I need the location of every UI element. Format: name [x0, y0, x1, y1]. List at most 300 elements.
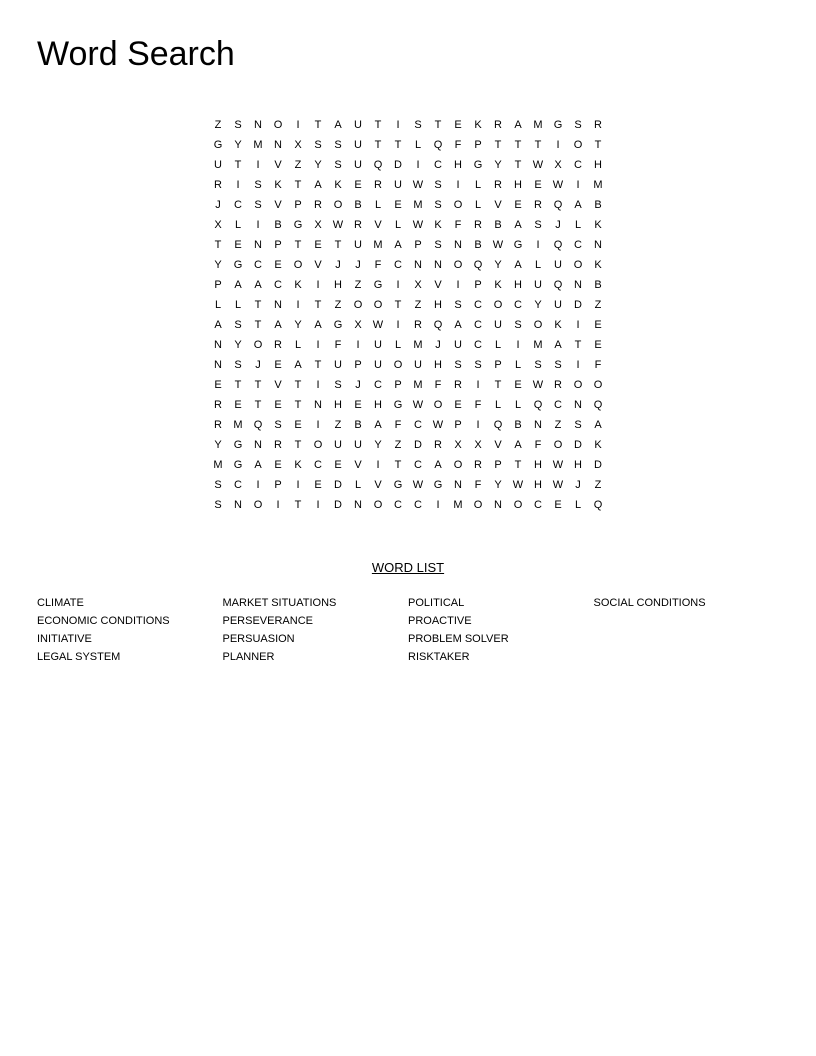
grid-letter: P [294, 199, 302, 211]
grid-letter: A [254, 279, 262, 291]
grid-letter: O [253, 499, 263, 511]
grid-letter: J [255, 359, 261, 371]
grid-letter: Y [234, 139, 242, 151]
grid-letter: A [554, 339, 562, 351]
grid-letter: O [533, 319, 543, 331]
grid-letter: P [474, 139, 482, 151]
grid-letter: R [414, 319, 422, 331]
grid-letter: L [414, 139, 422, 151]
grid-letter: L [214, 299, 222, 311]
word-list-item: PLANNER [222, 651, 275, 663]
grid-letter: L [574, 499, 582, 511]
grid-letter: S [334, 379, 342, 391]
grid-letter: L [534, 259, 542, 271]
grid-letter: S [334, 139, 342, 151]
grid-letter: O [493, 299, 503, 311]
grid-letter: T [294, 499, 302, 511]
grid-letter: F [474, 399, 482, 411]
grid-letter: D [394, 159, 402, 171]
grid-letter: C [474, 339, 482, 351]
grid-letter: L [234, 219, 242, 231]
grid-letter: B [354, 419, 362, 431]
grid-letter: S [214, 499, 222, 511]
grid-letter: H [534, 479, 542, 491]
grid-letter: F [434, 379, 442, 391]
grid-letter: H [334, 399, 342, 411]
grid-letter: T [314, 119, 322, 131]
grid-letter: R [474, 459, 482, 471]
grid-letter: I [396, 119, 400, 131]
grid-letter: O [253, 339, 263, 351]
grid-letter: R [274, 339, 282, 351]
grid-letter: Q [593, 399, 603, 411]
grid-letter: E [274, 459, 282, 471]
grid-letter: F [334, 339, 342, 351]
grid-letter: O [273, 119, 283, 131]
grid-letter: G [233, 259, 243, 271]
grid-letter: W [412, 179, 424, 191]
grid-letter: R [274, 439, 282, 451]
grid-letter: O [293, 259, 303, 271]
grid-letter: Q [553, 239, 563, 251]
grid-letter: N [534, 419, 542, 431]
grid-letter: K [494, 279, 502, 291]
grid-letter: L [494, 399, 502, 411]
word-list-item: CLIMATE [37, 597, 84, 609]
grid-letter: K [594, 259, 602, 271]
grid-letter: W [532, 159, 544, 171]
grid-letter: C [434, 159, 442, 171]
word-list-item [594, 648, 780, 666]
grid-letter: E [334, 459, 342, 471]
grid-letter: Z [394, 439, 402, 451]
grid-letter: W [432, 419, 444, 431]
grid-letter: Z [294, 159, 302, 171]
grid-letter: U [354, 119, 362, 131]
grid-letter: M [533, 119, 543, 131]
grid-letter: J [215, 199, 221, 211]
grid-letter: O [473, 499, 483, 511]
grid-letter: Q [553, 279, 563, 291]
grid-letter: O [573, 379, 583, 391]
grid-letter: C [554, 399, 562, 411]
grid-letter: U [374, 359, 382, 371]
grid-letter: U [374, 339, 382, 351]
grid-letter: V [494, 199, 502, 211]
grid-letter: D [334, 479, 342, 491]
grid-letter: I [436, 499, 440, 511]
grid-letter: E [274, 359, 282, 371]
grid-letter: P [494, 459, 502, 471]
grid-letter: U [354, 139, 362, 151]
grid-letter: U [394, 179, 402, 191]
grid-letter: S [314, 139, 322, 151]
grid-letter: E [314, 239, 322, 251]
grid-letter: K [594, 219, 602, 231]
grid-letter: L [394, 339, 402, 351]
grid-letter: K [294, 459, 302, 471]
grid-letter: C [574, 239, 582, 251]
grid-letter: E [274, 259, 282, 271]
grid-letter: V [374, 219, 382, 231]
grid-letter: E [534, 179, 542, 191]
grid-letter: W [412, 219, 424, 231]
grid-letter: H [534, 459, 542, 471]
word-list-item: MARKET SITUATIONS [222, 597, 337, 609]
grid-letter: M [413, 339, 423, 351]
grid-letter: N [214, 339, 222, 351]
word-list [37, 594, 780, 666]
grid-letter: O [573, 259, 583, 271]
grid-letter: E [594, 339, 602, 351]
grid-letter: N [314, 399, 322, 411]
grid-letter: N [354, 499, 362, 511]
grid-letter: I [396, 279, 400, 291]
grid-letter: O [373, 499, 383, 511]
grid-letter: R [594, 119, 602, 131]
grid-letter: T [374, 119, 382, 131]
word-list-item: ECONOMIC CONDITIONS [37, 615, 170, 627]
grid-letter: Z [214, 119, 222, 131]
grid-letter: S [454, 299, 462, 311]
grid-letter: Y [214, 259, 222, 271]
grid-letter: D [334, 499, 342, 511]
grid-letter: X [414, 279, 422, 291]
grid-letter: I [576, 179, 580, 191]
grid-letter: I [296, 479, 300, 491]
grid-letter: U [554, 299, 562, 311]
grid-letter: K [274, 179, 282, 191]
grid-letter: U [554, 259, 562, 271]
grid-letter: T [374, 139, 382, 151]
grid-letter: O [313, 439, 323, 451]
grid-letter: S [474, 359, 482, 371]
grid-letter: T [514, 459, 522, 471]
grid-letter: D [574, 439, 582, 451]
grid-letter: I [356, 339, 360, 351]
grid-letter: C [254, 259, 262, 271]
grid-row [208, 495, 608, 515]
grid-letter: A [514, 219, 522, 231]
grid-letter: H [454, 159, 462, 171]
grid-letter: U [494, 319, 502, 331]
grid-letter: S [534, 359, 542, 371]
grid-letter: S [434, 199, 442, 211]
grid-letter: X [214, 219, 222, 231]
grid-letter: T [294, 399, 302, 411]
grid-letter: U [454, 339, 462, 351]
grid-letter: I [576, 319, 580, 331]
grid-letter: S [514, 319, 522, 331]
grid-letter: H [574, 459, 582, 471]
grid-letter: Y [494, 259, 502, 271]
grid-letter: Z [354, 279, 362, 291]
grid-letter: T [254, 399, 262, 411]
grid-letter: P [394, 379, 402, 391]
grid-letter: I [536, 239, 540, 251]
grid-letter: S [434, 239, 442, 251]
grid-letter: A [514, 119, 522, 131]
grid-letter: N [574, 399, 582, 411]
grid-row [208, 335, 608, 355]
grid-letter: N [254, 439, 262, 451]
grid-letter: L [374, 199, 382, 211]
grid-letter: V [354, 459, 362, 471]
grid-letter: B [474, 239, 482, 251]
grid-letter: P [474, 279, 482, 291]
word-list-item: LEGAL SYSTEM [37, 651, 121, 663]
grid-letter: P [214, 279, 222, 291]
grid-letter: C [274, 279, 282, 291]
grid-letter: K [594, 439, 602, 451]
grid-letter: F [454, 139, 462, 151]
grid-letter: Y [214, 439, 222, 451]
grid-letter: I [376, 459, 380, 471]
grid-letter: M [233, 419, 243, 431]
grid-letter: O [593, 379, 603, 391]
grid-letter: S [534, 219, 542, 231]
grid-letter: U [414, 359, 422, 371]
grid-letter: T [534, 139, 542, 151]
grid-letter: S [214, 479, 222, 491]
grid-letter: A [334, 119, 342, 131]
grid-letter: W [332, 219, 344, 231]
grid-letter: K [474, 119, 482, 131]
grid-letter: Z [594, 479, 602, 491]
grid-letter: I [316, 499, 320, 511]
grid-letter: R [374, 179, 382, 191]
grid-letter: W [492, 239, 504, 251]
grid-letter: I [476, 419, 480, 431]
grid-letter: A [274, 319, 282, 331]
grid-letter: A [574, 199, 582, 211]
grid-letter: A [434, 459, 442, 471]
grid-letter: L [294, 339, 302, 351]
grid-letter: T [394, 299, 402, 311]
grid-letter: G [293, 219, 303, 231]
grid-letter: C [534, 499, 542, 511]
grid-letter: F [534, 439, 542, 451]
grid-letter: I [236, 179, 240, 191]
grid-letter: X [554, 159, 562, 171]
grid-letter: R [554, 379, 562, 391]
grid-letter: Y [294, 319, 302, 331]
grid-letter: X [294, 139, 302, 151]
grid-letter: G [233, 439, 243, 451]
grid-row [208, 215, 608, 235]
grid-letter: M [373, 239, 383, 251]
grid-letter: M [593, 179, 603, 191]
grid-letter: I [256, 159, 260, 171]
grid-letter: H [434, 299, 442, 311]
grid-letter: G [393, 399, 403, 411]
grid-letter: Q [253, 419, 263, 431]
grid-letter: Q [553, 199, 563, 211]
grid-letter: T [394, 459, 402, 471]
grid-letter: A [514, 439, 522, 451]
grid-letter: I [516, 339, 520, 351]
grid-letter: I [316, 279, 320, 291]
grid-letter: R [494, 119, 502, 131]
grid-letter: Q [473, 259, 483, 271]
grid-letter: T [234, 379, 242, 391]
grid-letter: P [274, 239, 282, 251]
grid-letter: W [412, 479, 424, 491]
grid-letter: R [354, 219, 362, 231]
letter-grid [208, 115, 608, 515]
grid-letter: S [414, 119, 422, 131]
grid-row [208, 415, 608, 435]
grid-letter: L [574, 219, 582, 231]
grid-letter: Q [533, 399, 543, 411]
word-list-item: RISKTAKER [408, 651, 470, 663]
grid-letter: A [314, 179, 322, 191]
grid-letter: I [396, 319, 400, 331]
grid-letter: E [514, 199, 522, 211]
grid-letter: E [234, 239, 242, 251]
grid-letter: K [434, 219, 442, 231]
grid-letter: N [254, 119, 262, 131]
grid-letter: E [394, 199, 402, 211]
grid-letter: H [514, 179, 522, 191]
grid-letter: A [594, 419, 602, 431]
grid-letter: T [294, 379, 302, 391]
grid-letter: M [253, 139, 263, 151]
grid-letter: M [413, 379, 423, 391]
grid-letter: S [254, 179, 262, 191]
grid-letter: Q [433, 319, 443, 331]
word-list-title: WORD LIST [371, 560, 445, 575]
grid-letter: R [214, 399, 222, 411]
grid-letter: N [234, 499, 242, 511]
grid-letter: U [334, 439, 342, 451]
grid-letter: I [556, 139, 560, 151]
grid-letter: O [513, 499, 523, 511]
grid-row [208, 115, 608, 135]
grid-letter: O [553, 439, 563, 451]
word-list-item: PERSUASION [222, 633, 295, 645]
grid-letter: N [274, 299, 282, 311]
grid-letter: N [214, 359, 222, 371]
grid-row [208, 435, 608, 455]
grid-letter: W [552, 459, 564, 471]
grid-letter: G [233, 459, 243, 471]
grid-letter: T [494, 139, 502, 151]
grid-letter: R [454, 379, 462, 391]
grid-letter: L [234, 299, 242, 311]
grid-letter: P [354, 359, 362, 371]
grid-letter: G [433, 479, 443, 491]
grid-letter: N [414, 259, 422, 271]
grid-letter: H [594, 159, 602, 171]
grid-letter: V [434, 279, 442, 291]
grid-letter: T [254, 319, 262, 331]
grid-letter: N [594, 239, 602, 251]
grid-letter: P [494, 359, 502, 371]
grid-letter: G [393, 479, 403, 491]
grid-letter: I [456, 179, 460, 191]
word-list-item: INITIATIVE [37, 633, 92, 645]
grid-letter: T [434, 119, 442, 131]
grid-letter: M [213, 459, 223, 471]
grid-letter: I [296, 119, 300, 131]
word-list-item: PERSEVERANCE [222, 615, 313, 627]
grid-row [208, 395, 608, 415]
grid-row [208, 375, 608, 395]
grid-letter: Y [534, 299, 542, 311]
grid-letter: R [494, 179, 502, 191]
grid-letter: A [214, 319, 222, 331]
grid-letter: T [314, 299, 322, 311]
grid-letter: C [234, 199, 242, 211]
grid-letter: T [514, 139, 522, 151]
grid-letter: Y [234, 339, 242, 351]
grid-letter: A [374, 419, 382, 431]
grid-row [208, 455, 608, 475]
grid-letter: E [294, 419, 302, 431]
grid-letter: Z [334, 419, 342, 431]
grid-letter: Y [494, 159, 502, 171]
grid-letter: S [234, 359, 242, 371]
grid-letter: S [234, 119, 242, 131]
grid-letter: H [374, 399, 382, 411]
grid-letter: C [574, 159, 582, 171]
grid-letter: H [514, 279, 522, 291]
grid-letter: Y [314, 159, 322, 171]
grid-letter: W [552, 179, 564, 191]
grid-letter: I [316, 379, 320, 391]
word-list-item [594, 612, 780, 630]
grid-letter: M [453, 499, 463, 511]
grid-row [208, 155, 608, 175]
grid-letter: J [335, 259, 341, 271]
grid-letter: T [494, 379, 502, 391]
grid-letter: C [474, 299, 482, 311]
grid-letter: A [454, 319, 462, 331]
grid-row [208, 315, 608, 335]
grid-letter: N [254, 239, 262, 251]
grid-letter: C [414, 499, 422, 511]
grid-letter: R [434, 439, 442, 451]
grid-letter: X [474, 439, 482, 451]
grid-letter: T [294, 439, 302, 451]
grid-letter: G [213, 139, 223, 151]
grid-letter: T [514, 159, 522, 171]
grid-letter: S [454, 359, 462, 371]
grid-letter: D [594, 459, 602, 471]
grid-letter: L [514, 359, 522, 371]
grid-letter: D [574, 299, 582, 311]
grid-letter: G [473, 159, 483, 171]
grid-letter: S [434, 179, 442, 191]
grid-letter: V [314, 259, 322, 271]
grid-letter: T [394, 139, 402, 151]
grid-letter: T [234, 159, 242, 171]
grid-letter: B [354, 199, 362, 211]
grid-letter: I [316, 339, 320, 351]
grid-letter: E [454, 119, 462, 131]
grid-letter: V [274, 379, 282, 391]
grid-row [208, 175, 608, 195]
grid-letter: V [274, 199, 282, 211]
grid-letter: T [574, 339, 582, 351]
grid-letter: T [594, 139, 602, 151]
grid-letter: F [474, 479, 482, 491]
grid-letter: H [334, 279, 342, 291]
grid-letter: M [533, 339, 543, 351]
grid-letter: J [355, 379, 361, 391]
grid-letter: S [554, 359, 562, 371]
